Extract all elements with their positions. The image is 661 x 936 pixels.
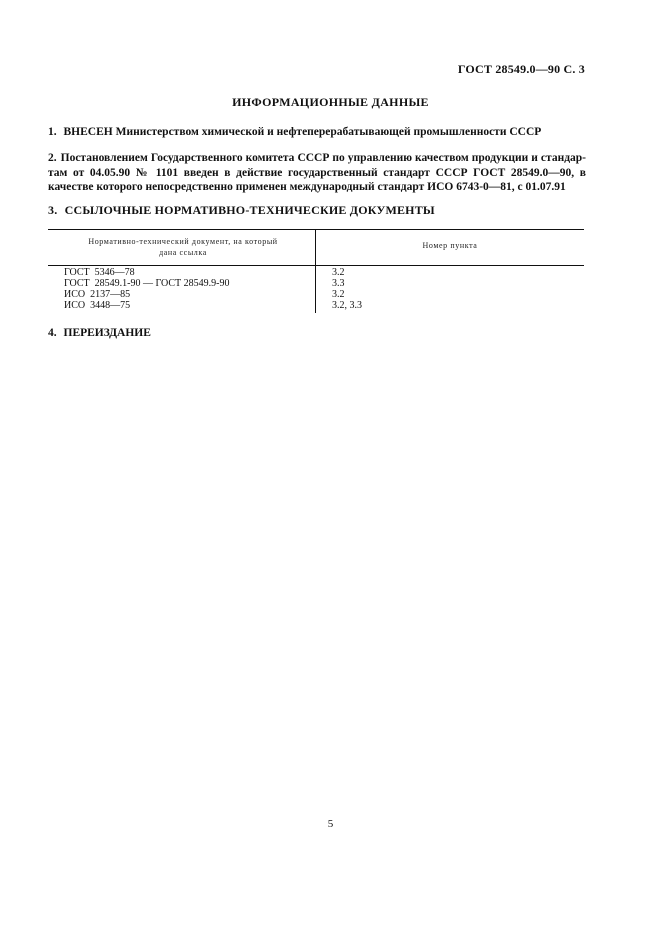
section-4-text: ПЕРЕИЗДАНИЕ xyxy=(63,327,151,339)
document-title: ИНФОРМАЦИОННЫЕ ДАННЫЕ xyxy=(232,95,429,109)
table-cell-clause: 3.2 xyxy=(332,289,345,300)
section-1 xyxy=(48,125,586,140)
table-row xyxy=(48,289,584,300)
section-2-line-2: там от 04.05.90 № 1101 введен в действие государственный стандарт СССР ГОСТ 28549.0—90, в xyxy=(48,166,586,179)
section-2-line-3: качестве которого непосредственно применен международный стандарт ИСО 6743-0—81, с 01.07.91 xyxy=(48,181,566,193)
section-2-number: 2. xyxy=(48,152,57,164)
table-top-rule xyxy=(48,229,584,230)
section-1-label: ВНЕСЕН xyxy=(63,126,113,138)
section-1-text: Министерством химической и нефтеперерабатывающей промышленности СССР xyxy=(115,126,542,138)
table-row xyxy=(48,278,584,289)
table-cell-document: ИСО 2137—85 xyxy=(64,289,131,300)
running-header: ГОСТ 28549.0—90 С. 3 xyxy=(457,62,585,76)
table-cell-document: ГОСТ 28549.1-90 — ГОСТ 28549.9-90 xyxy=(64,278,230,289)
section-3-number: 3. xyxy=(48,203,58,217)
table-header-document-line-1: Нормативно-технический документ, на который xyxy=(88,237,278,246)
section-2-line-1-text: Постановлением Государственного комитета СССР по управлению качеством продукции и стандар- xyxy=(60,152,586,164)
section-3-text: ССЫЛОЧНЫЕ НОРМАТИВНО-ТЕХНИЧЕСКИЕ ДОКУМЕНТЫ xyxy=(64,203,435,217)
table-cell-document: ГОСТ 5346—78 xyxy=(64,267,135,278)
table-header-rule xyxy=(48,265,584,266)
table-row xyxy=(48,300,584,311)
table-cell-clause: 3.2, 3.3 xyxy=(332,300,362,311)
section-1-number: 1. xyxy=(48,126,57,138)
table-header-document-line-2: дана ссылка xyxy=(159,248,207,257)
section-4-heading xyxy=(48,326,586,341)
table-header-document xyxy=(58,236,308,258)
table-cell-document: ИСО 3448—75 xyxy=(64,300,131,311)
section-4-number: 4. xyxy=(48,327,57,339)
table-header-clause: Номер пункта xyxy=(422,241,478,250)
section-3-heading xyxy=(48,203,586,218)
table-body xyxy=(48,267,584,311)
page-number: 5 xyxy=(327,818,334,830)
table-row xyxy=(48,267,584,278)
section-2 xyxy=(48,151,586,195)
table-cell-clause: 3.3 xyxy=(332,278,345,289)
section-2-line-1 xyxy=(48,151,586,166)
table-cell-clause: 3.2 xyxy=(332,267,345,278)
